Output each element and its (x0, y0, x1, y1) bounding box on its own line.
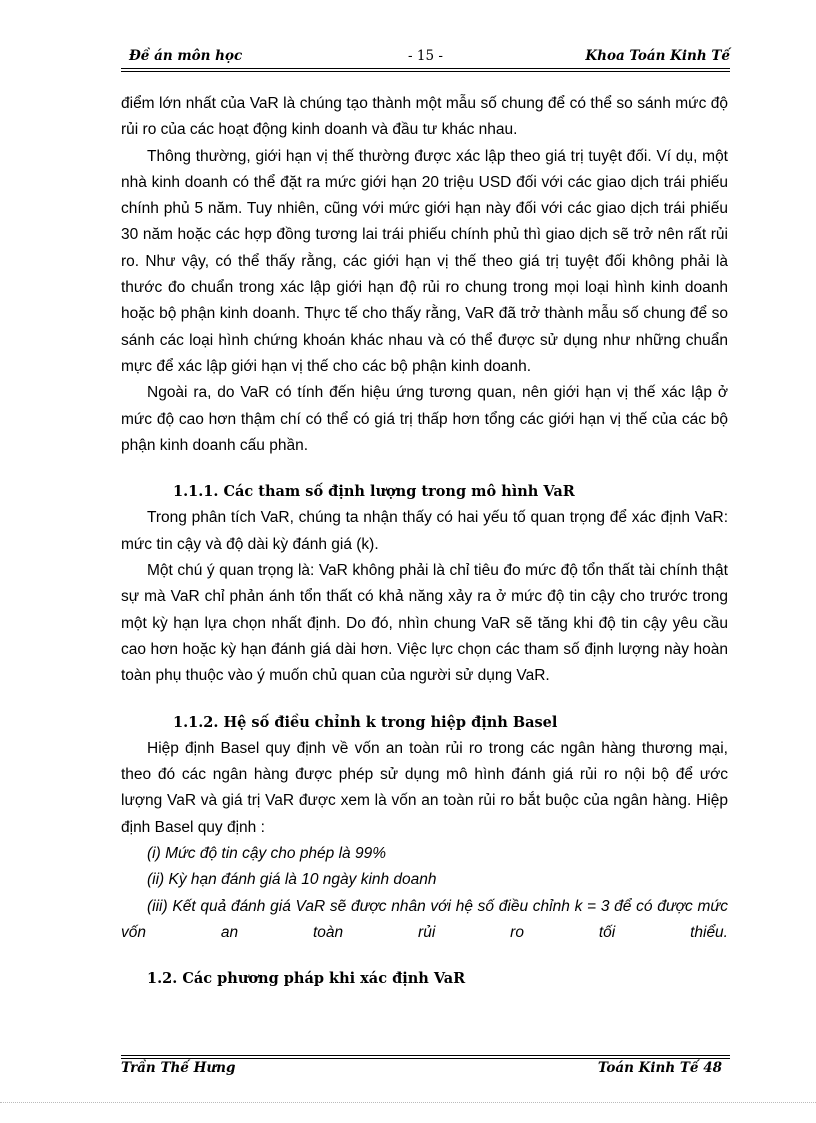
page-number: - 15 - (408, 48, 443, 64)
list-item: (iii) Kết quả đánh giá VaR sẽ được nhân với hệ số điều chỉnh k = 3 để có được mức vốn an toàn rủi ro tối thiểu. (121, 897, 728, 941)
paragraph: Ngoài ra, do VaR có tính đến hiệu ứng tương quan, nên giới hạn vị thế xác lập ở mức độ cao hơn thậm chí có thể có giá trị thấp hơn tổng các giới hạn vị thế của các bộ phận kinh doanh cấu phần. (121, 384, 728, 454)
footer-class: Toán Kinh Tế 48 (597, 1060, 722, 1076)
footer-rule (121, 1055, 730, 1056)
paragraph: Thông thường, giới hạn vị thế thường được xác lập theo giá trị tuyệt đối. Ví dụ, một nhà kinh doanh có thể đặt ra mức giới hạn 20 triệu USD đối với các giao dịch trái phiếu chính phủ 5 năm. Tuy nhiên, cũng với mức giới hạn này đối với các giao dịch trái phiếu 30 năm hoặc các hợp đồng tương lai trái phiếu chính phủ thì giao dịch sẽ trở nên rất rủi ro. Như vậy, có thể thấy rằng, các giới hạn vị thế theo giá trị tuyệt đối không phải là thước đo chuẩn trong xác lập giới hạn độ rủi ro chung trong mọi loại hình kinh doanh hoặc bộ phận kinh doanh. Thực tế cho thấy rằng, VaR đã trở thành mẫu số chung để so sánh các loại hình chứng khoán khác nhau và có thể được sử dụng như những chuẩn mực để xác lập giới hạn vị thế cho các bộ phận kinh doanh. (121, 147, 728, 375)
list-item: (i) Mức độ tin cậy cho phép là 99% (147, 845, 386, 863)
paragraph: Hiệp định Basel quy định về vốn an toàn rủi ro trong các ngân hàng thương mại, theo đó các ngân hàng được phép sử dụng mô hình đánh giá rủi ro nội bộ để ước lượng VaR và giá trị VaR được xem là vốn an toàn rủi ro bắt buộc của ngân hàng. Hiệp định Basel quy định : (121, 739, 728, 836)
section-heading: 1.2. Các phương pháp khi xác định VaR (147, 970, 466, 988)
footer-author: Trần Thế Hưng (121, 1060, 236, 1076)
paragraph: điểm lớn nhất của VaR là chúng tạo thành một mẫu số chung để có thể so sánh mức độ rủi ro của các hoạt động kinh doanh và đầu tư khác nhau. (121, 95, 728, 139)
paragraph: Trong phân tích VaR, chúng ta nhận thấy có hai yếu tố quan trọng để xác định VaR: mức tin cậy và độ dài kỳ đánh giá (k). (121, 509, 728, 553)
header-course: Đề án môn học (129, 48, 243, 64)
page-header (121, 48, 730, 68)
paragraph: Một chú ý quan trọng là: VaR không phải là chỉ tiêu đo mức độ tổn thất tài chính thật sự mà VaR chỉ phản ánh tổn thất có khả năng xảy ra ở mức độ tin cậy cho trước trong một kỳ hạn lựa chọn nhất định. Do đó, nhìn chung VaR sẽ tăng khi độ tin cậy yêu cầu cao hơn hoặc kỳ hạn đánh giá dài hơn. Việc lực chọn các tham số định lượng này hoàn toàn phụ thuộc vào ý muốn chủ quan của người sử dụng VaR. (121, 562, 728, 685)
footer-rule-double (121, 1058, 730, 1059)
page-edge (0, 1102, 816, 1103)
page-body (121, 91, 728, 993)
header-rule (121, 68, 730, 69)
header-faculty: Khoa Toán Kinh Tế (585, 48, 730, 64)
section-heading: 1.1.1. Các tham số định lượng trong mô hình VaR (173, 483, 575, 501)
header-rule-double (121, 71, 730, 72)
list-item: (ii) Kỳ hạn đánh giá là 10 ngày kinh doanh (147, 871, 437, 889)
section-heading: 1.1.2. Hệ số điều chỉnh k trong hiệp định Basel (173, 713, 558, 731)
page-footer (121, 1060, 730, 1080)
